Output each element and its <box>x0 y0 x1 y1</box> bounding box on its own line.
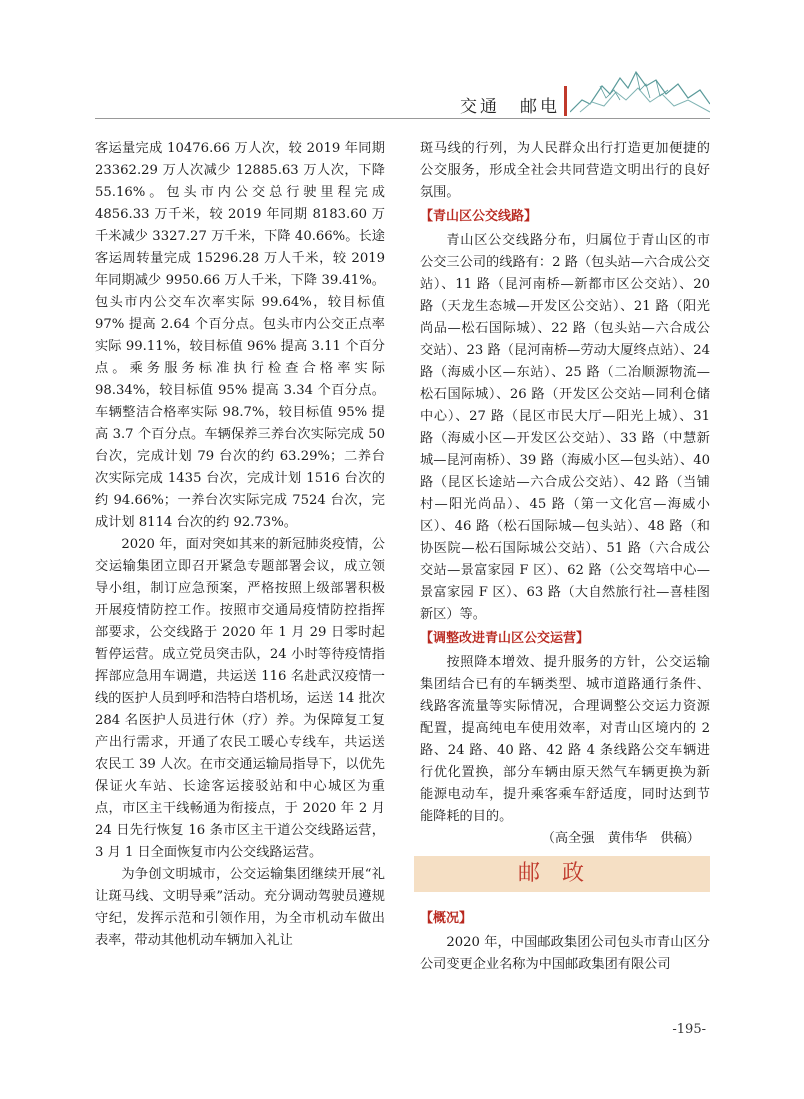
mountain-illustration-icon <box>570 60 710 118</box>
right-column <box>420 138 710 976</box>
section-heading: 【调整改进青山区公交运营】 <box>420 631 590 646</box>
page-number: -195- <box>672 1022 706 1037</box>
section-heading: 【青山区公交线路】 <box>420 209 538 224</box>
header-accent-bar <box>564 86 567 116</box>
paragraph: 2020 年，中国邮政集团公司包头市青山区分公司变更企业名称为中国邮政集团有限公司 <box>420 935 710 972</box>
section-heading: 【概况】 <box>420 911 473 926</box>
left-column <box>95 138 385 952</box>
section-title: 交通 邮电 <box>460 97 560 117</box>
paragraph: 为争创文明城市，公交运输集团继续开展“礼让斑马线、文明导乘”活动。充分调动驾驶员遵规守纪，发挥示范和引领作用，为全市机动车做出表率，带动其他机动车辆加入礼让 <box>95 867 385 948</box>
paragraph: 青山区公交线路分布，归属位于青山区的市公交三公司的线路有：2 路（包头站—六合成公交站）、11 路（昆河南桥—新都市区公交站）、20 路（天龙生态城—开发区公交站）、21 路（阳光尚品—松石国际城）、22 路（包头站—六合成公交站）、23 路（昆河南桥—劳动大厦终点站）、24 路（海威小区—东站）、25 路（二冶顺源物流—松石国际城）、26 路（开发区公交站—同利仓储中心）、27 路（昆区市民大厅—阳光上城）、31 路（海威小区—开发区公交站）、33 路（中慧新城—昆河南桥）、39 路（海威小区—包头站）、40 路（昆区长途站—六合成公交站）、42 路（当铺村—阳光尚品）、45 路（第一文化宫—海威小区）、46 路（松石国际城—包头站）、48 路（和协医院—松石国际城公交站）、51 路（六合成公交站—景富家园 F 区）、62 路（公交驾培中心—景富家园 F 区）、63 路（大自然旅行社—喜桂图新区）等。 <box>420 233 710 622</box>
credit-line: （高全强 黄伟华 供稿） <box>541 831 700 846</box>
paragraph: 斑马线的行列，为人民群众出行打造更加便捷的公交服务，形成全社会共同营造文明出行的良好氛围。 <box>420 141 710 200</box>
chapter-banner: 邮政 <box>414 856 710 892</box>
page-header <box>95 60 710 120</box>
paragraph: 按照降本增效、提升服务的方针，公交运输集团结合已有的车辆类型、城市道路通行条件、线路客流量等实际情况，合理调整公交运力资源配置，提高纯电车使用效率，对青山区境内的 2 路、24 路、40 路、42 路 4 条线路公交车辆进行优化置换，部分车辆由原天然气车辆更换为新能源电动车，提升乘客乘车舒适度，同时达到节能降耗的目的。 <box>420 655 710 824</box>
header-divider <box>95 118 710 119</box>
paragraph: 客运量完成 10476.66 万人次，较 2019 年同期 23362.29 万人次减少 12885.63 万人次，下降 55.16%。包头市内公交总行驶里程完成 4856.33 万千米，较 2019 年同期 8183.60 万千米减少 3327.27 万千米，下降 40.66%。长途客运周转量完成 15296.28 万人千米，较 2019 年同期减少 9950.66 万人千米，下降 39.41%。包头市内公交车次率实际 99.64%，较目标值 97% 提高 2.64 个百分点。包头市内公交正点率实际 99.11%，较目标值 96% 提高 3.11 个百分点。乘务服务标准执行检查合格率实际 98.34%，较目标值 95% 提高 3.34 个百分点。车辆整洁合格率实际 98.7%，较目标值 95% 提高 3.7 个百分点。车辆保养三养台次实际完成 50 台次，完成计划 79 台次的约 63.29%；二养台次实际完成 1435 台次，完成计划 1516 台次的约 94.66%；一养台次实际完成 7524 台次，完成计划 8114 台次的约 92.73%。 <box>95 141 385 530</box>
paragraph: 2020 年，面对突如其来的新冠肺炎疫情，公交运输集团立即召开紧急专题部署会议，成立领导小组，制订应急预案，严格按照上级部署积极开展疫情防控工作。按照市交通局疫情防控指挥部要求，公交线路于 2020 年 1 月 29 日零时起暂停运营。成立党员突击队，24 小时等待疫情指挥部应急用车调遣，共运送 116 名赴武汉疫情一线的医护人员到呼和浩特白塔机场，运送 14 批次 284 名医护人员进行休（疗）养。为保障复工复产出行需求，开通了农民工暖心专线车，共运送农民工 39 人次。在市交通运输局指导下，以优先保证火车站、长途客运接驳站和中心城区为重点，市区主干线畅通为衔接点，于 2020 年 2 月 24 日先行恢复 16 条市区主干道公交线路运营，3 月 1 日全面恢复市内公交线路运营。 <box>95 537 385 860</box>
